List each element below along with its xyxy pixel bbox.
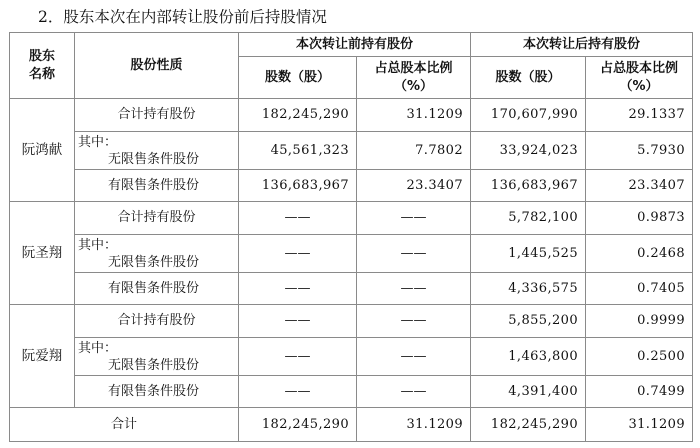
shareholder-name: 阮鸿献 — [10, 99, 75, 202]
header-after-ratio — [586, 57, 693, 99]
row-label-restricted: 有限售条件股份 — [75, 170, 239, 202]
shareholder-name: 阮爱翔 — [10, 305, 75, 408]
row-label-of-which: 其中： — [78, 237, 118, 253]
row-label-unrestricted — [75, 132, 239, 170]
header-shareholder-name-line2: 名称 — [28, 66, 55, 82]
after-shares-cell: 33,924,023 — [471, 132, 586, 170]
row-label-total: 合计持有股份 — [75, 305, 239, 338]
row-label-unrestricted — [75, 338, 239, 376]
grand-total-before-shares: 182,245,290 — [239, 408, 357, 442]
header-before-shares: 股数（股） — [239, 57, 357, 99]
table-row — [10, 132, 693, 170]
after-shares-cell: 170,607,990 — [471, 99, 586, 132]
header-after-shares: 股数（股） — [471, 57, 586, 99]
after-ratio-cell: 0.9999 — [586, 305, 693, 338]
row-label-restricted: 有限售条件股份 — [75, 273, 239, 305]
before-ratio-cell: —— — [357, 235, 471, 273]
header-after-ratio-line1: 占总股本比例 — [600, 60, 679, 76]
shareholding-table — [9, 32, 693, 442]
before-ratio-cell: 7.7802 — [357, 132, 471, 170]
row-label-total: 合计持有股份 — [75, 202, 239, 235]
after-shares-cell: 4,391,400 — [471, 376, 586, 408]
after-shares-cell: 5,782,100 — [471, 202, 586, 235]
before-ratio-cell: 31.1209 — [357, 99, 471, 132]
header-row-1 — [10, 33, 693, 57]
table-row — [10, 273, 693, 305]
grand-total-after-ratio: 31.1209 — [586, 408, 693, 442]
grand-total-label: 合计 — [10, 408, 239, 442]
after-ratio-cell: 5.7930 — [586, 132, 693, 170]
row-label-unrestricted-text: 无限售条件股份 — [108, 151, 200, 167]
before-shares-cell: —— — [239, 338, 357, 376]
before-shares-cell: —— — [239, 202, 357, 235]
before-shares-cell: —— — [239, 376, 357, 408]
header-after-ratio-line2: （%） — [619, 78, 659, 94]
after-ratio-cell: 0.7405 — [586, 273, 693, 305]
table-row — [10, 305, 693, 338]
before-ratio-cell: —— — [357, 376, 471, 408]
row-label-restricted: 有限售条件股份 — [75, 376, 239, 408]
before-ratio-cell: —— — [357, 273, 471, 305]
table-row — [10, 202, 693, 235]
table-row — [10, 170, 693, 202]
after-shares-cell: 5,855,200 — [471, 305, 586, 338]
after-shares-cell: 4,336,575 — [471, 273, 586, 305]
header-before-ratio-line2: （%） — [393, 78, 434, 94]
before-shares-cell: 45,561,323 — [239, 132, 357, 170]
header-shareholder-name — [10, 33, 75, 99]
row-label-total: 合计持有股份 — [75, 99, 239, 132]
after-ratio-cell: 0.2468 — [586, 235, 693, 273]
header-shareholder-name-line1: 股东 — [28, 48, 55, 64]
row-label-unrestricted — [75, 235, 239, 273]
row-label-of-which: 其中： — [78, 134, 118, 150]
header-share-nature: 股份性质 — [75, 33, 239, 99]
header-before-ratio-line1: 占总股本比例 — [374, 60, 453, 76]
table-row — [10, 99, 693, 132]
after-shares-cell: 1,445,525 — [471, 235, 586, 273]
grand-total-after-shares: 182,245,290 — [471, 408, 586, 442]
shareholder-name: 阮圣翔 — [10, 202, 75, 305]
before-ratio-cell: —— — [357, 338, 471, 376]
after-shares-cell: 136,683,967 — [471, 170, 586, 202]
after-ratio-cell: 23.3407 — [586, 170, 693, 202]
before-shares-cell: —— — [239, 235, 357, 273]
before-ratio-cell: —— — [357, 305, 471, 338]
section-heading: 2．股东本次在内部转让股份前后持股情况 — [38, 8, 327, 26]
header-before-transfer: 本次转让前持有股份 — [239, 33, 471, 57]
table-row — [10, 376, 693, 408]
row-label-unrestricted-text: 无限售条件股份 — [108, 357, 200, 373]
after-ratio-cell: 29.1337 — [586, 99, 693, 132]
after-shares-cell: 1,463,800 — [471, 338, 586, 376]
before-shares-cell: —— — [239, 273, 357, 305]
header-before-ratio — [357, 57, 471, 99]
before-shares-cell: —— — [239, 305, 357, 338]
grand-total-before-ratio: 31.1209 — [357, 408, 471, 442]
table-row — [10, 235, 693, 273]
before-shares-cell: 136,683,967 — [239, 170, 357, 202]
table-row — [10, 338, 693, 376]
after-ratio-cell: 0.2500 — [586, 338, 693, 376]
header-after-transfer: 本次转让后持有股份 — [471, 33, 693, 57]
after-ratio-cell: 0.9873 — [586, 202, 693, 235]
before-ratio-cell: 23.3407 — [357, 170, 471, 202]
row-label-of-which: 其中： — [78, 340, 118, 356]
before-ratio-cell: —— — [357, 202, 471, 235]
after-ratio-cell: 0.7499 — [586, 376, 693, 408]
grand-total-row — [10, 408, 693, 442]
row-label-unrestricted-text: 无限售条件股份 — [108, 254, 200, 270]
before-shares-cell: 182,245,290 — [239, 99, 357, 132]
